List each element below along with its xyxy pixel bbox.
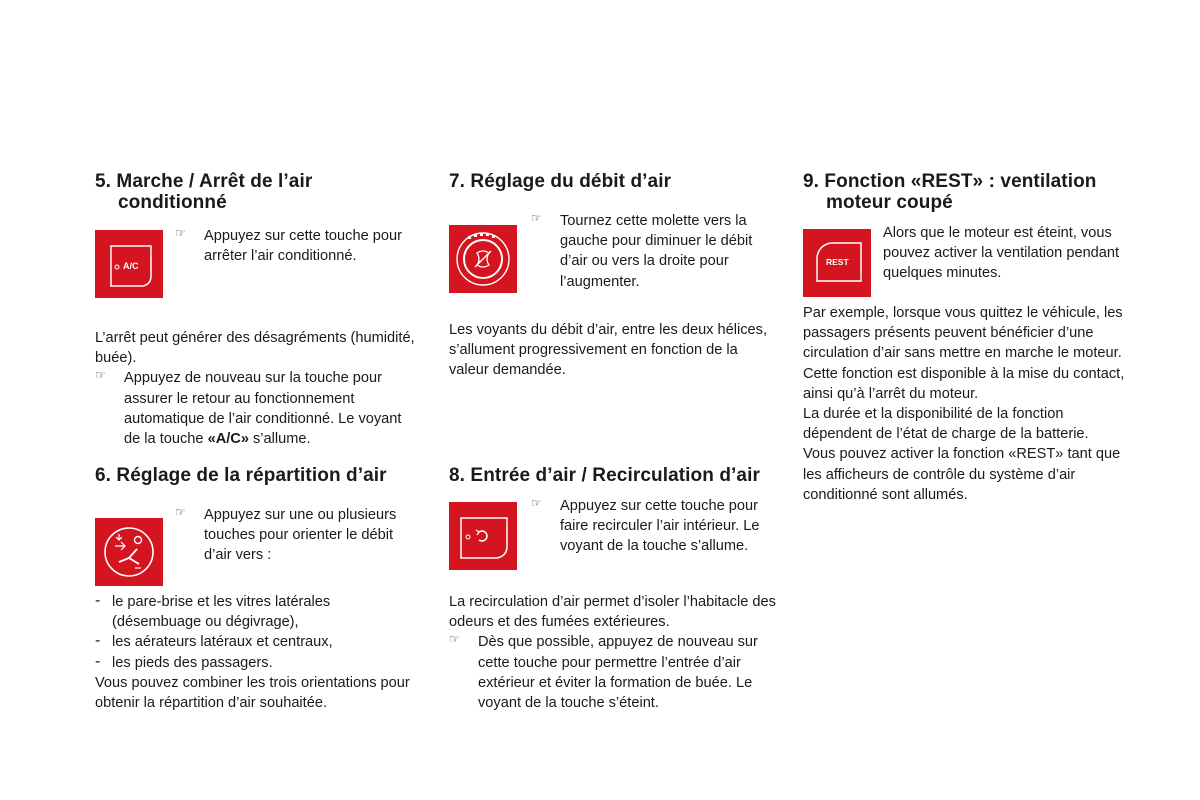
section-5-para-1: L’arrêt peut générer des désagréments (humidité, buée).: [95, 330, 415, 367]
section-6-bullet-1: ☞ Appuyez sur une ou plusieurs touches pour orienter le débit d’air vers :: [175, 505, 397, 564]
section-9-para-2: Cette fonction est disponible à la mise du contact, ainsi qu’à l’arrêt du moteur.: [803, 365, 1125, 402]
section-9: [803, 171, 1133, 505]
section-7-para-1: Les voyants du débit d’air, entre les deux hélices, s’allument progressivement en fonction de la valeur demandée.: [449, 322, 768, 379]
air-distribution-icon: [95, 518, 163, 586]
pointing-hand-icon: ☞: [175, 505, 186, 519]
section-6-title: 6. Réglage de la répartition d’air: [95, 465, 387, 486]
air-directions-list: [95, 592, 420, 673]
list-item: - les aérateurs latéraux et centraux,: [95, 632, 333, 651]
section-8: [449, 465, 779, 713]
section-9-intro: Alors que le moteur est éteint, vous pouvez activer la ventilation pendant quelques minutes.: [883, 225, 1120, 282]
ac-button-icon: [95, 230, 163, 298]
section-9-title: 9. Fonction «REST» : ventilation moteur coupé: [803, 171, 1097, 213]
list-item: - les pieds des passagers.: [95, 652, 273, 671]
section-7: [449, 171, 779, 381]
pointing-hand-icon: ☞: [531, 211, 542, 225]
fan-speed-knob-icon: [449, 225, 517, 293]
section-8-para-1: La recirculation d’air permet d’isoler l’habitacle des odeurs et des fumées extérieures.: [449, 594, 776, 631]
list-item: - le pare-brise et les vitres latérales (désembuage ou dégivrage),: [95, 592, 331, 631]
ac-icon-label: A/C: [123, 261, 139, 271]
section-9-para-4: Vous pouvez activer la fonction «REST» tant que les afficheurs de contrôle du système d’air conditionné sont allumés.: [803, 446, 1121, 503]
pointing-hand-icon: ☞: [449, 632, 460, 647]
pointing-hand-icon: ☞: [95, 368, 106, 383]
section-8-bullet-2: ☞ Dès que possible, appuyez de nouveau sur cette touche pour permettre l’entrée d’air extérieur et éviter la formation de buée. Le voyant de la touche s’éteint.: [449, 632, 758, 712]
section-9-para-1: Par exemple, lorsque vous quittez le véhicule, les passagers présents peuvent bénéficier d’une circulation d’air sans mettre en marche le moteur.: [803, 305, 1123, 362]
rest-icon-label: REST: [826, 257, 849, 267]
ac-key-label: «A/C»: [207, 431, 249, 448]
section-5-title: 5. Marche / Arrêt de l’air conditionné: [95, 171, 313, 213]
recirculation-button-icon: [449, 502, 517, 570]
rest-button-icon: [803, 229, 871, 297]
section-5-bullet-1: ☞ Appuyez sur cette touche pour arrêter l’air conditionné.: [175, 226, 402, 265]
section-7-title: 7. Réglage du débit d’air: [449, 171, 672, 192]
section-5: [95, 171, 420, 449]
section-8-title: 8. Entrée d’air / Recirculation d’air: [449, 465, 760, 486]
section-6-para-1: Vous pouvez combiner les trois orientations pour obtenir la répartition d’air souhaitée.: [95, 674, 410, 712]
section-9-para-3: La durée et la disponibilité de la fonction dépendent de l’état de charge de la batterie.: [803, 406, 1089, 443]
pointing-hand-icon: ☞: [531, 496, 542, 510]
section-6: [95, 465, 420, 713]
section-7-bullet-1: ☞ Tournez cette molette vers la gauche pour diminuer le débit d’air ou vers la droite pour l’augmenter.: [531, 211, 753, 290]
pointing-hand-icon: ☞: [175, 226, 186, 240]
section-5-bullet-2: ☞ Appuyez de nouveau sur la touche pour assurer le retour au fonctionnement automatique de l’air conditionné. Le voyant de la touche «A/C» s’allume.: [95, 368, 402, 448]
section-8-bullet-1: ☞ Appuyez sur cette touche pour faire recirculer l’air intérieur. Le voyant de la touche s’allume.: [531, 496, 760, 555]
